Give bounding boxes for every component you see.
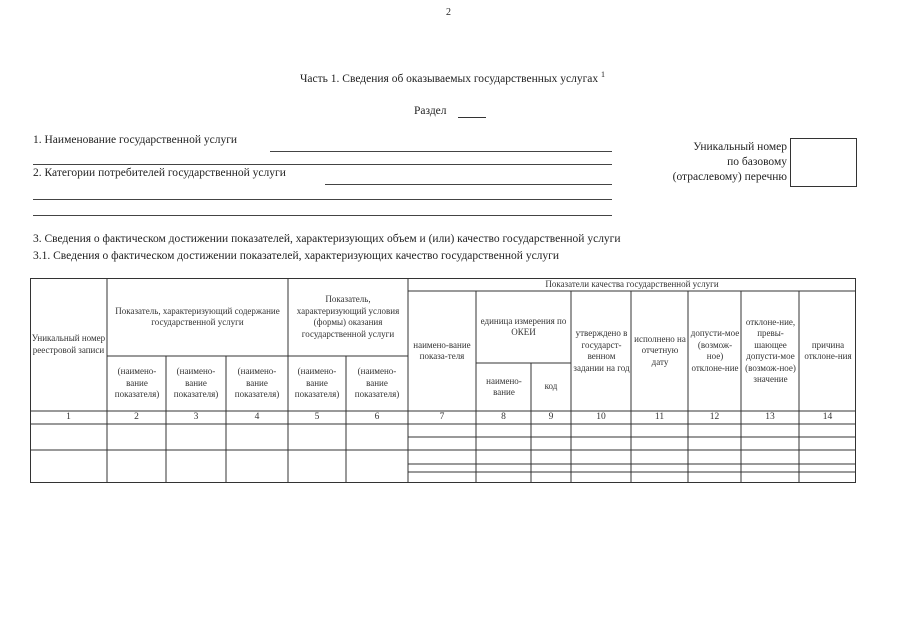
header-quality-group: Показатели качества государственной услуги [545, 278, 719, 289]
header-sub-indicator-6: (наимено-вание показателя) [354, 366, 400, 400]
header-unit-group: единица измерения по ОКЕИ [480, 315, 567, 337]
service-name-line-2 [33, 164, 612, 165]
col-number: 8 [501, 411, 506, 422]
consumer-categories-line-2 [33, 199, 612, 200]
page-number: 2 [446, 7, 451, 18]
col-number: 14 [822, 411, 833, 422]
service-name-label: 1. Наименование государственной услуги [33, 134, 238, 146]
header-deviation-exceeding: отклоне-ние, превы-шающее допусти-мое (возмож-ное) значение [745, 316, 796, 384]
heading-3: 3. Сведения о фактическом достижении показателей, характеризующих объем и (или) качество государственной услуги [33, 233, 621, 245]
col-number: 6 [374, 411, 380, 422]
header-approved: утверждено в государст-венном задании на год [573, 328, 630, 373]
header-unit-code: код [544, 381, 558, 392]
unique-number-label [673, 140, 787, 185]
col-number: 5 [314, 411, 320, 422]
header-reason: причина отклоне-ния [804, 339, 852, 361]
consumer-categories-label: 2. Категории потребителей государственной услуги [33, 167, 286, 179]
col-number: 13 [765, 411, 775, 422]
unique-number-line2: по базовому [727, 156, 787, 168]
header-executed: исполнено на отчетную дату [634, 333, 686, 367]
header-sub-indicator-5: (наимено-вание показателя) [294, 366, 340, 400]
heading-3-1: 3.1. Сведения о фактическом достижении показателей, характеризующих качество государственной услуги [33, 250, 560, 262]
part-title [0, 70, 905, 85]
section-number-blank [458, 117, 486, 118]
consumer-categories-line [325, 184, 612, 185]
header-sub-indicator-2: (наимено-вание показателя) [114, 366, 160, 400]
col-number: 2 [134, 411, 139, 422]
col-number: 12 [709, 411, 720, 422]
col-number: 10 [596, 411, 606, 422]
col-number: 9 [548, 411, 554, 422]
part-title-text: Часть 1. Сведения об оказываемых государственных услугах [299, 72, 599, 85]
service-name-line [270, 151, 612, 152]
header-conditions-group: Показатель, характеризующий условия (формы) оказания государственной услуги [296, 294, 400, 339]
header-indicator-name: наимено-вание показа-теля [413, 339, 471, 361]
consumer-categories-line-3 [33, 215, 612, 216]
quality-indicators-table [30, 278, 856, 483]
header-content-group: Показатель, характеризующий содержание государственной услуги [115, 305, 280, 327]
part-title-footnote: 1 [601, 70, 606, 79]
col-number: 4 [254, 411, 260, 422]
header-sub-indicator-3: (наимено-вание показателя) [173, 366, 219, 400]
col-number: 7 [439, 411, 445, 422]
header-allowed-deviation: допусти-мое (возмож-ное) отклоне-ние [690, 328, 740, 373]
col-number: 1 [66, 411, 71, 422]
header-unique-number: Уникальный номер реестровой записи [31, 333, 106, 355]
header-unit-name: наимено-вание [486, 375, 522, 397]
header-sub-indicator-4: (наимено-вание показателя) [234, 366, 280, 400]
unique-number-line3: (отраслевому) перечню [672, 171, 787, 183]
unique-number-box[interactable] [790, 138, 857, 187]
col-number: 3 [193, 411, 199, 422]
unique-number-line1: Уникальный номер [693, 141, 787, 153]
section-label: Раздел [414, 105, 447, 117]
col-number: 11 [654, 411, 665, 422]
